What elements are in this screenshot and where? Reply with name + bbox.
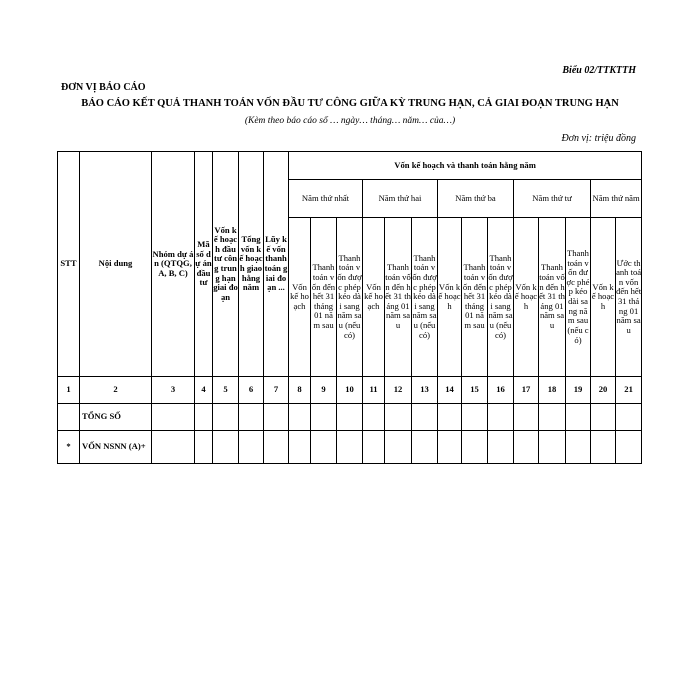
- column-number: 5: [213, 377, 239, 404]
- header-y4-paid: Thanh toán vốn đến hết 31 tháng 01 năm sau: [539, 218, 566, 377]
- header-y1-extended: Thanh toán vốn được phép kéo dài sang năm sau (nếu có): [337, 218, 363, 377]
- header-medium-term-plan: Vốn kế hoạch đầu tư công trung hạn giai đoạn: [213, 152, 239, 377]
- header-y3-extended: Thanh toán vốn được phép kéo dài sang năm sau (nếu có): [488, 218, 514, 377]
- column-number: 21: [616, 377, 642, 404]
- column-number: 17: [514, 377, 539, 404]
- currency-unit: Đơn vị: triệu đồng: [561, 133, 636, 144]
- column-number: 7: [264, 377, 289, 404]
- column-number: 1: [58, 377, 80, 404]
- report-subtitle: (Kèm theo báo cáo số … ngày… tháng… năm… của…): [244, 116, 456, 126]
- header-year-4: Năm thứ tư: [514, 180, 591, 218]
- report-title: BÁO CÁO KẾT QUẢ THANH TOÁN VỐN ĐẦU TƯ CÔNG GIỮA KỲ TRUNG HẠN, CẢ GIAI ĐOẠN TRUNG HẠN: [81, 98, 619, 109]
- column-number: 13: [412, 377, 438, 404]
- header-y3-paid: Thanh toán vốn đến hết 31 tháng 01 năm sau: [462, 218, 488, 377]
- column-number: 9: [311, 377, 337, 404]
- header-y4-extended: Thanh toán vốn được phép kéo dài sang năm sau (nếu có): [566, 218, 591, 377]
- row-content: VỐN NSNN (A)+: [80, 431, 152, 464]
- header-year-5: Năm thứ năm: [591, 180, 642, 218]
- column-number: 15: [462, 377, 488, 404]
- header-year-3: Năm thứ ba: [438, 180, 514, 218]
- reporting-unit: ĐƠN VỊ BÁO CÁO: [61, 82, 146, 93]
- header-y4-plan: Vốn kế hoạch: [514, 218, 539, 377]
- table-row: [58, 404, 642, 431]
- column-number: 3: [152, 377, 195, 404]
- column-number: 2: [80, 377, 152, 404]
- column-number: 11: [363, 377, 385, 404]
- column-number: 14: [438, 377, 462, 404]
- form-code: Biểu 02/TTKTTH: [562, 65, 636, 76]
- column-number: 10: [337, 377, 363, 404]
- header-total-annual-plan: Tổng vốn kế hoạch giao hằng năm: [239, 152, 264, 377]
- column-number: 8: [289, 377, 311, 404]
- header-year-2: Năm thứ hai: [363, 180, 438, 218]
- report-table: [57, 151, 642, 464]
- header-y2-extended: Thanh toán vốn được phép kéo dài sang năm sau (nếu có): [412, 218, 438, 377]
- header-stt: STT: [58, 152, 80, 377]
- column-number: 12: [385, 377, 412, 404]
- column-number: 20: [591, 377, 616, 404]
- header-y5-estimate: Ước thanh toán vốn đến hết 31 tháng 01 năm sau: [616, 218, 642, 377]
- table-row: [58, 431, 642, 464]
- header-y5-plan: Vốn kế hoạch: [591, 218, 616, 377]
- header-content: Nội dung: [80, 152, 152, 377]
- header-y3-plan: Vốn kế hoạch: [438, 218, 462, 377]
- column-number: 18: [539, 377, 566, 404]
- row-stt: [58, 404, 80, 431]
- column-number: 6: [239, 377, 264, 404]
- column-number: 16: [488, 377, 514, 404]
- header-y2-paid: Thanh toán vốn đến hết 31 tháng 01 năm sau: [385, 218, 412, 377]
- header-project-code: Mã số dự án đầu tư: [195, 152, 213, 377]
- header-year-1: Năm thứ nhất: [289, 180, 363, 218]
- header-project-group: Nhóm dự án (QTQG, A, B, C): [152, 152, 195, 377]
- row-content: TỔNG SỐ: [80, 404, 152, 431]
- header-y1-plan: Vốn kế hoạch: [289, 218, 311, 377]
- column-number: 19: [566, 377, 591, 404]
- column-number: 4: [195, 377, 213, 404]
- header-y1-paid: Thanh toán vốn đến hết 31 tháng 01 năm sau: [311, 218, 337, 377]
- header-annual-group: Vốn kế hoạch và thanh toán hằng năm: [289, 152, 642, 180]
- header-cumulative-payment: Lũy kế vốn thanh toán giai đoạn ...: [264, 152, 289, 377]
- header-y2-plan: Vốn kế hoạch: [363, 218, 385, 377]
- row-stt: *: [58, 431, 80, 464]
